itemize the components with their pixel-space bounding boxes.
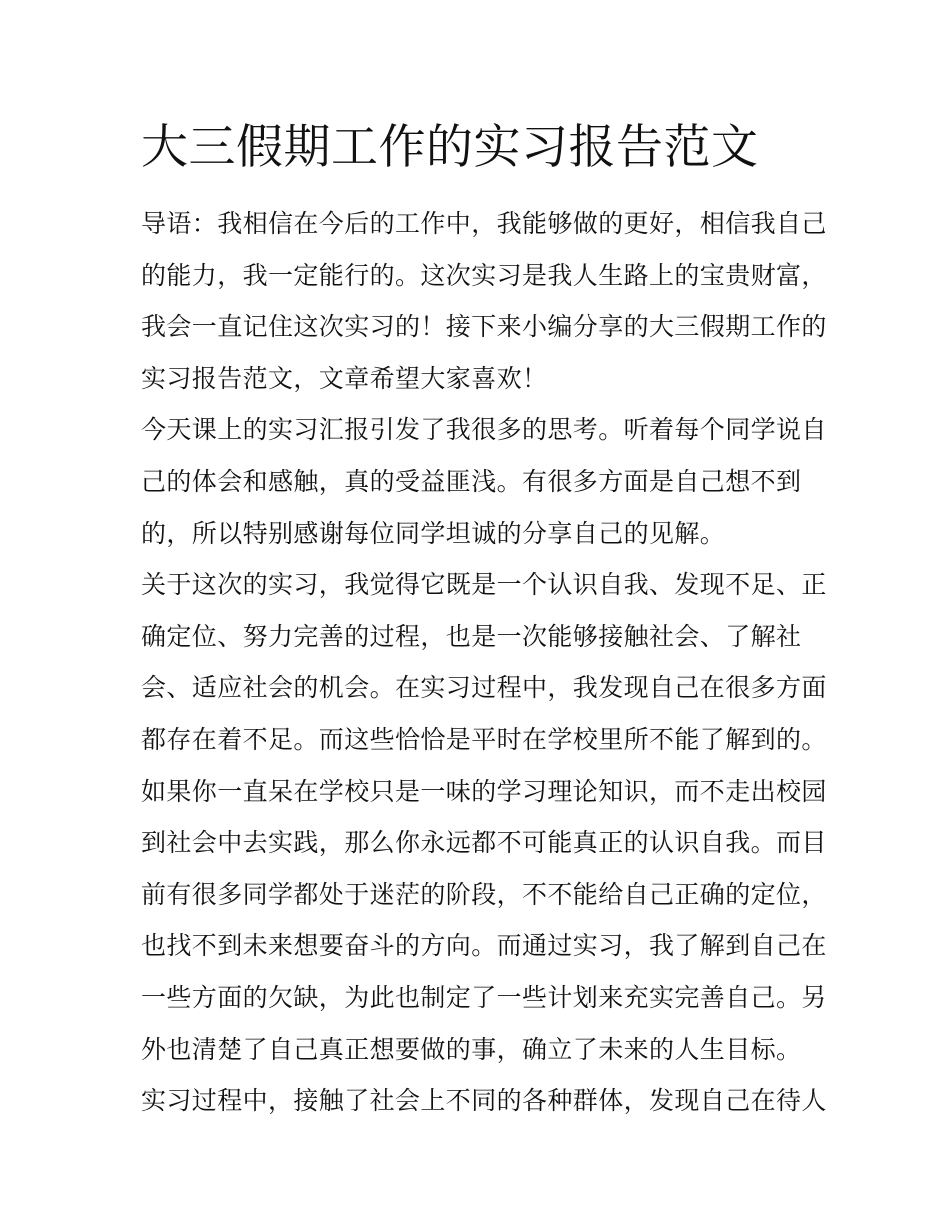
text-line: 实习过程中，接触了社会上不同的各种群体，发现自己在待人 <box>141 1086 827 1116</box>
text-line: 己的体会和感触，真的受益匪浅。有很多方面是自己想不到 <box>141 466 802 496</box>
text-line: 也找不到未来想要奋斗的方向。而通过实习，我了解到自己在 <box>141 931 827 961</box>
text-line: 到社会中去实践，那么你永远都不可能真正的认识自我。而目 <box>141 828 827 858</box>
text-line: 导语：我相信在今后的工作中，我能够做的更好，相信我自己 <box>141 209 827 238</box>
text-line: 今天课上的实习汇报引发了我很多的思考。听着每个同学说自 <box>141 415 827 445</box>
text-line: 我会一直记住这次实习的！接下来小编分享的大三假期工作的 <box>141 312 827 342</box>
text-line: 会、适应社会的机会。在实习过程中，我发现自己在很多方面 <box>141 673 827 703</box>
text-line: 如果你一直呆在学校只是一味的学习理论知识，而不走出校园 <box>141 776 827 806</box>
text-line: 的能力，我一定能行的。这次实习是我人生路上的宝贵财富， <box>141 260 827 290</box>
document-title: 大三假期工作的实习报告范文 <box>141 120 759 175</box>
document-body <box>141 198 827 1127</box>
text-line: 外也清楚了自己真正想要做的事，确立了未来的人生目标。 <box>141 1034 802 1064</box>
text-line: 一些方面的欠缺，为此也制定了一些计划来充实完善自己。另 <box>141 982 827 1012</box>
text-line: 都存在着不足。而这些恰恰是平时在学校里所不能了解到的。 <box>141 724 827 754</box>
text-line: 确定位、努力完善的过程，也是一次能够接触社会、了解社 <box>141 621 802 651</box>
text-line: 实习报告范文，文章希望大家喜欢！ <box>141 363 548 393</box>
text-line: 的，所以特别感谢每位同学坦诚的分享自己的见解。 <box>141 518 726 548</box>
text-line: 关于这次的实习，我觉得它既是一个认识自我、发现不足、正 <box>141 570 827 600</box>
text-line: 前有很多同学都处于迷茫的阶段，不不能给自己正确的定位， <box>141 879 827 909</box>
